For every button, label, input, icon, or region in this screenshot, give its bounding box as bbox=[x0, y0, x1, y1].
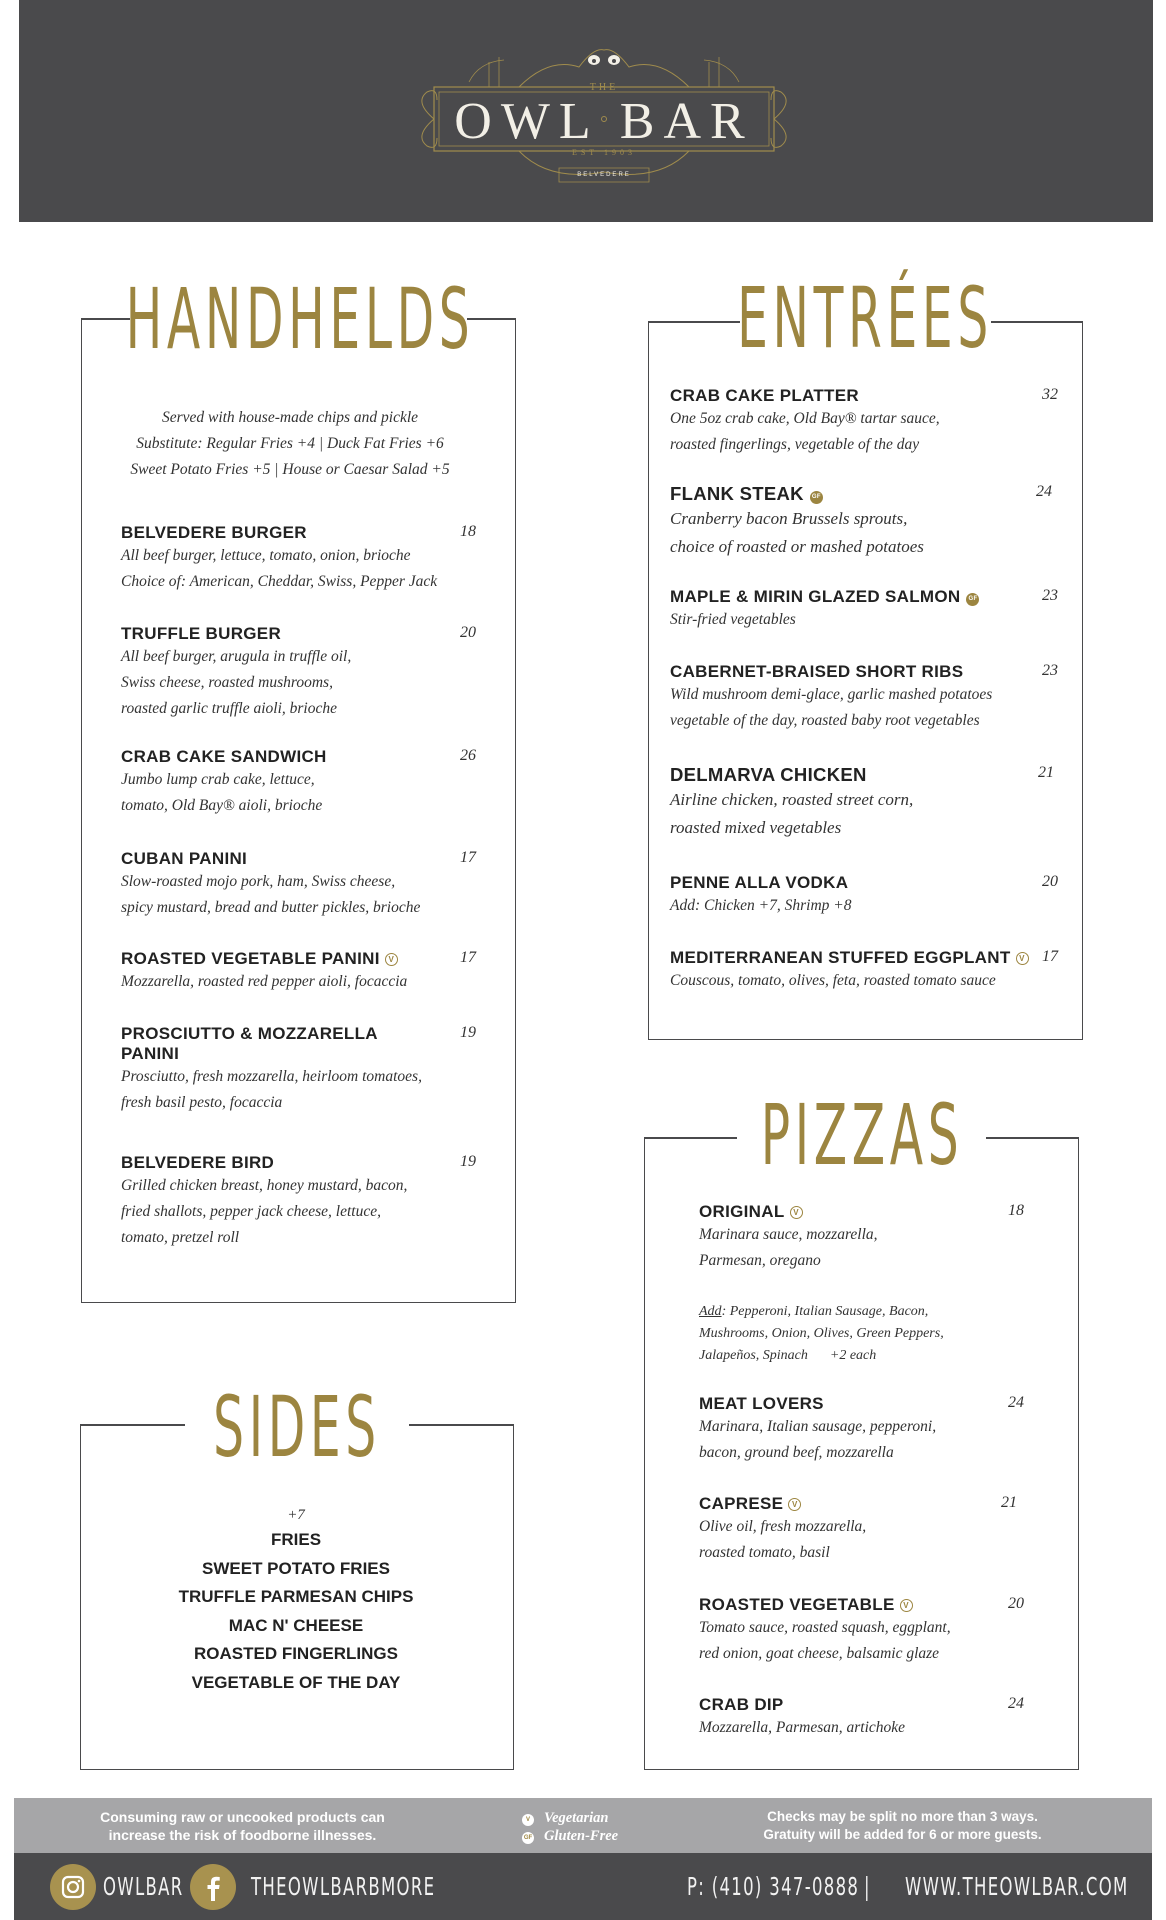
warning-line: Consuming raw or uncooked products can bbox=[100, 1809, 385, 1825]
desc-line: roasted tomato, basil bbox=[699, 1544, 830, 1561]
desc-line: Grilled chicken breast, honey mustard, bacon, bbox=[121, 1177, 408, 1194]
list-item: FRIES bbox=[270, 1530, 322, 1549]
item-price: 18 bbox=[1008, 1202, 1024, 1219]
item-name-row bbox=[699, 1595, 1024, 1615]
item-description bbox=[670, 968, 1070, 994]
item-name-row bbox=[670, 483, 1058, 505]
desc-line: Olive oil, fresh mozzarella, bbox=[699, 1518, 867, 1535]
add-text: Pepperoni, Italian Sausage, Bacon, bbox=[729, 1304, 929, 1319]
desc-line: roasted fingerlings, vegetable of the day bbox=[670, 436, 920, 453]
list-item: TRUFFLE PARMESAN CHIPS bbox=[178, 1587, 414, 1607]
menu-item-maple-mirin-glazed-salmon bbox=[670, 587, 1058, 633]
instagram-icon[interactable] bbox=[50, 1864, 96, 1910]
add-label: Add bbox=[699, 1304, 722, 1319]
desc-line: roasted garlic truffle aioli, brioche bbox=[121, 700, 337, 717]
item-description bbox=[699, 1414, 1039, 1466]
item-name-row bbox=[121, 949, 476, 969]
item-description bbox=[121, 644, 476, 722]
desc-line: tomato, pretzel roll bbox=[121, 1229, 240, 1246]
item-name: CRAB CAKE SANDWICH bbox=[121, 747, 327, 766]
checks-note bbox=[735, 1808, 1070, 1844]
item-description bbox=[699, 1615, 1039, 1667]
menu-item-truffle-burger bbox=[121, 624, 476, 722]
item-price: 19 bbox=[460, 1153, 476, 1170]
owl-bar-logo bbox=[409, 42, 799, 192]
handhelds-served-note bbox=[80, 405, 500, 483]
instagram-handle[interactable]: OWLBAR bbox=[103, 1872, 184, 1901]
desc-line: fresh basil pesto, focaccia bbox=[121, 1094, 283, 1111]
item-description bbox=[121, 969, 501, 995]
item-price: 20 bbox=[460, 624, 476, 641]
desc-line: red onion, goat cheese, balsamic glaze bbox=[699, 1645, 940, 1662]
item-description bbox=[121, 869, 501, 921]
desc-line: tomato, Old Bay® aioli, brioche bbox=[121, 797, 323, 814]
add-price: +2 each bbox=[829, 1348, 877, 1363]
logo-name: OWL BAR bbox=[454, 93, 754, 150]
menu-item-crab-dip bbox=[699, 1695, 1024, 1741]
desc-line: Add: Chicken +7, Shrimp +8 bbox=[670, 897, 852, 914]
menu-item-crab-cake-platter bbox=[670, 386, 1058, 458]
item-name: ROASTED VEGETABLE bbox=[699, 1595, 895, 1614]
item-name: MEDITERRANEAN STUFFED EGGPLANT bbox=[670, 948, 1011, 967]
item-name: CUBAN PANINI bbox=[121, 849, 248, 868]
logo-subtitle: BELVEDERE bbox=[577, 172, 631, 178]
desc-line: Choice of: American, Cheddar, Swiss, Pepper Jack bbox=[121, 573, 438, 590]
legend-label: Gluten-Free bbox=[544, 1828, 619, 1844]
item-description bbox=[121, 1173, 501, 1251]
desc-line: One 5oz crab cake, Old Bay® tartar sauce, bbox=[670, 410, 940, 427]
item-price: 24 bbox=[1008, 1394, 1024, 1411]
item-price: 20 bbox=[1042, 873, 1058, 890]
item-description bbox=[670, 406, 1058, 458]
gluten-free-icon: GF bbox=[810, 491, 823, 504]
item-price: 26 bbox=[460, 747, 476, 764]
legend-gluten-free bbox=[522, 1827, 618, 1845]
vegetarian-icon: V bbox=[385, 953, 398, 966]
item-description bbox=[670, 505, 1058, 561]
pizzas-title: PIZZAS bbox=[760, 1086, 964, 1184]
item-description bbox=[670, 682, 1070, 734]
item-description bbox=[121, 543, 501, 595]
menu-item-penne-alla-vodka bbox=[670, 873, 1058, 919]
list-item: ROASTED FINGERLINGS bbox=[193, 1644, 398, 1664]
item-description bbox=[699, 1715, 1024, 1741]
sides-list bbox=[80, 1504, 512, 1698]
item-description bbox=[699, 1222, 1024, 1274]
raw-food-warning bbox=[60, 1808, 425, 1844]
item-price: 32 bbox=[1042, 386, 1058, 403]
item-name: BELVEDERE BURGER bbox=[121, 523, 307, 542]
desc-line: Slow-roasted mojo pork, ham, Swiss cheese, bbox=[121, 873, 396, 890]
desc-line: Mozzarella, roasted red pepper aioli, focaccia bbox=[121, 973, 408, 990]
logo-the: THE bbox=[589, 82, 619, 93]
served-line: Sweet Potato Fries +5 | House or Caesar Salad +5 bbox=[130, 461, 450, 478]
gluten-free-icon: GF bbox=[966, 593, 979, 606]
served-line: Served with house-made chips and pickle bbox=[161, 409, 419, 426]
sides-title: SIDES bbox=[213, 1378, 381, 1476]
header-banner bbox=[19, 0, 1153, 222]
pizza-add-ons bbox=[699, 1301, 1039, 1367]
logo-established: EST 1903 bbox=[571, 148, 637, 157]
menu-item-delmarva-chicken bbox=[670, 764, 1058, 842]
desc-line: Jumbo lump crab cake, lettuce, bbox=[121, 771, 315, 788]
vegetarian-icon: V bbox=[1016, 952, 1029, 965]
desc-line: Parmesan, oregano bbox=[699, 1252, 821, 1269]
item-name: PROSCIUTTO & MOZZARELLA bbox=[121, 1024, 378, 1043]
desc-line: All beef burger, arugula in truffle oil, bbox=[121, 648, 352, 665]
facebook-handle[interactable]: THEOWLBARBMORE bbox=[251, 1872, 436, 1901]
desc-line: Swiss cheese, roasted mushrooms, bbox=[121, 674, 333, 691]
vegetarian-icon: V bbox=[788, 1498, 801, 1511]
facebook-icon[interactable] bbox=[190, 1864, 236, 1910]
item-name-row bbox=[670, 587, 1058, 607]
item-name: CAPRESE bbox=[699, 1494, 784, 1513]
menu-item-crab-cake-sandwich bbox=[121, 747, 476, 819]
item-name: DELMARVA CHICKEN bbox=[670, 764, 867, 785]
note-line: Gratuity will be added for 6 or more guests. bbox=[763, 1827, 1042, 1842]
dietary-legend bbox=[522, 1809, 618, 1845]
desc-line: Airline chicken, roasted street corn, bbox=[670, 790, 914, 809]
menu-item-roasted-vegetable-pizza bbox=[699, 1595, 1024, 1667]
item-price: 23 bbox=[1042, 587, 1058, 604]
item-name-row bbox=[699, 1494, 1017, 1514]
legend-vegetarian bbox=[522, 1809, 618, 1827]
item-description bbox=[670, 786, 1058, 842]
desc-line: choice of roasted or mashed potatoes bbox=[670, 537, 924, 556]
menu-item-belvedere-bird bbox=[121, 1153, 476, 1251]
item-price: 21 bbox=[1001, 1494, 1017, 1511]
vegetarian-icon: V bbox=[522, 1814, 534, 1826]
item-name: CRAB DIP bbox=[699, 1695, 784, 1714]
item-description bbox=[699, 1514, 1017, 1566]
phone-number[interactable]: P: (410) 347-0888 bbox=[687, 1872, 860, 1901]
desc-line: All beef burger, lettuce, tomato, onion, brioche bbox=[121, 547, 411, 564]
item-description bbox=[121, 1064, 501, 1116]
sides-price: +7 bbox=[287, 1507, 305, 1523]
menu-item-cabernet-braised-short-ribs bbox=[670, 662, 1058, 734]
menu-item-original-pizza bbox=[699, 1202, 1024, 1274]
desc-line: Mozzarella, Parmesan, artichoke bbox=[699, 1719, 906, 1736]
item-name: ROASTED VEGETABLE PANINI bbox=[121, 949, 380, 968]
desc-line: Wild mushroom demi-glace, garlic mashed potatoes bbox=[670, 686, 993, 703]
item-name: FLANK STEAK bbox=[670, 483, 804, 504]
menu-item-flank-steak bbox=[670, 483, 1058, 561]
desc-line: Cranberry bacon Brussels sprouts, bbox=[670, 509, 908, 528]
item-name-row bbox=[670, 948, 1058, 968]
served-line: Substitute: Regular Fries +4 | Duck Fat Fries +6 bbox=[136, 435, 444, 452]
desc-line: Marinara sauce, mozzarella, bbox=[699, 1226, 878, 1243]
menu-item-belvedere-burger bbox=[121, 523, 476, 595]
item-name-row bbox=[699, 1202, 1024, 1222]
list-item: MAC N' CHEESE bbox=[228, 1615, 364, 1635]
desc-line: Tomato sauce, roasted squash, eggplant, bbox=[699, 1619, 951, 1636]
item-price: 19 bbox=[460, 1024, 476, 1041]
desc-line: Prosciutto, fresh mozzarella, heirloom tomatoes, bbox=[121, 1068, 422, 1085]
item-description bbox=[670, 893, 1058, 919]
handhelds-title: HANDHELDS bbox=[125, 270, 475, 368]
instagram-glyph-icon bbox=[50, 1864, 96, 1910]
gluten-free-icon: GF bbox=[522, 1832, 534, 1844]
facebook-glyph-icon bbox=[190, 1864, 236, 1910]
menu-item-meat-lovers bbox=[699, 1394, 1024, 1466]
item-name: TRUFFLE BURGER bbox=[121, 624, 282, 643]
item-price: 18 bbox=[460, 523, 476, 540]
item-price: 21 bbox=[1038, 764, 1054, 781]
list-item: VEGETABLE OF THE DAY bbox=[191, 1672, 401, 1692]
item-name: BELVEDERE BIRD bbox=[121, 1153, 275, 1172]
item-price: 17 bbox=[1042, 948, 1058, 965]
menu-item-mediterranean-stuffed-eggplant bbox=[670, 948, 1058, 994]
desc-line: spicy mustard, bread and butter pickles, brioche bbox=[121, 899, 421, 916]
desc-line: vegetable of the day, roasted baby root vegetables bbox=[670, 712, 980, 729]
note-line: Checks may be split no more than 3 ways. bbox=[767, 1809, 1038, 1824]
menu-item-prosciutto-mozzarella-panini bbox=[121, 1024, 476, 1116]
item-price: 24 bbox=[1036, 483, 1052, 500]
desc-line: Couscous, tomato, olives, feta, roasted tomato sauce bbox=[670, 972, 996, 989]
menu-item-cuban-panini bbox=[121, 849, 476, 921]
item-description bbox=[121, 767, 476, 819]
item-name: ORIGINAL bbox=[699, 1202, 785, 1221]
vegetarian-icon: V bbox=[790, 1206, 803, 1219]
add-line-2: Mushrooms, Onion, Olives, Green Peppers, bbox=[699, 1326, 944, 1341]
item-price: 17 bbox=[460, 949, 476, 966]
menu-item-roasted-vegetable-panini bbox=[121, 949, 476, 995]
desc-line: Marinara, Italian sausage, pepperoni, bbox=[699, 1418, 937, 1435]
desc-line: fried shallots, pepper jack cheese, lettuce, bbox=[121, 1203, 381, 1220]
item-name: MAPLE & MIRIN GLAZED SALMON bbox=[670, 587, 961, 606]
menu-item-caprese bbox=[699, 1494, 1017, 1566]
add-line-3 bbox=[699, 1345, 1039, 1367]
item-price: 20 bbox=[1008, 1595, 1024, 1612]
add-line-1: Add: Pepperoni, Italian Sausage, Bacon, bbox=[699, 1304, 929, 1319]
contact-separator: | bbox=[864, 1872, 871, 1901]
desc-line: Stir-fried vegetables bbox=[670, 611, 796, 628]
warning-line: increase the risk of foodborne illnesses. bbox=[108, 1827, 377, 1843]
desc-line: bacon, ground beef, mozzarella bbox=[699, 1444, 894, 1461]
desc-line: roasted mixed vegetables bbox=[670, 818, 842, 837]
item-name: CABERNET-BRAISED SHORT RIBS bbox=[670, 662, 964, 681]
item-name: CRAB CAKE PLATTER bbox=[670, 386, 859, 405]
item-price: 24 bbox=[1008, 1695, 1024, 1712]
item-name: PENNE ALLA VODKA bbox=[670, 873, 849, 892]
website-link[interactable]: WWW.THEOWLBAR.COM bbox=[905, 1872, 1129, 1901]
item-description bbox=[670, 607, 1058, 633]
list-item: SWEET POTATO FRIES bbox=[202, 1558, 390, 1578]
item-price: 17 bbox=[460, 849, 476, 866]
entrees-title: ENTRÉES bbox=[737, 269, 993, 367]
item-name-line2: PANINI bbox=[121, 1044, 180, 1063]
legend-label: Vegetarian bbox=[544, 1810, 609, 1826]
add-text: Jalapeños, Spinach bbox=[699, 1348, 808, 1363]
vegetarian-icon: V bbox=[900, 1599, 913, 1612]
item-price: 23 bbox=[1042, 662, 1058, 679]
item-name: MEAT LOVERS bbox=[699, 1394, 824, 1413]
